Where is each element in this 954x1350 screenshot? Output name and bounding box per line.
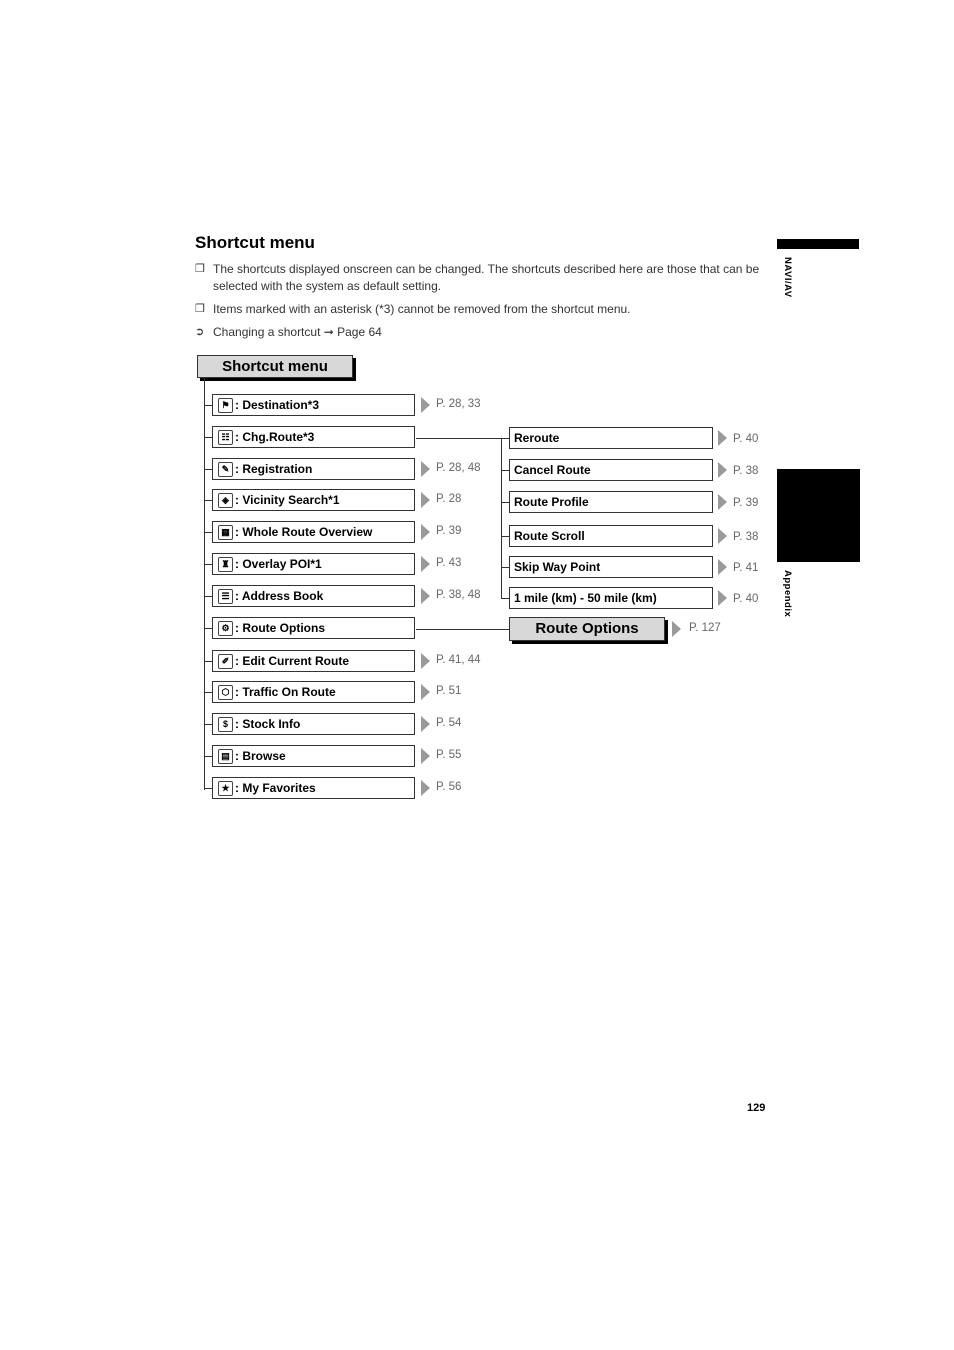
page-ref-arrow-icon (421, 780, 430, 796)
page-number: 129 (747, 1102, 766, 1114)
navi-av-tab-label: NAVI/AV (782, 257, 793, 298)
traffic-on-route-icon: ⬡ (218, 685, 233, 700)
page-ref-arrow-icon (421, 653, 430, 669)
submenu-item: Reroute (509, 427, 713, 449)
shortcut-item-page-ref: P. 56 (436, 781, 462, 793)
address-book-icon: ☰ (218, 589, 233, 604)
checkbox-bullet-icon: ❒ (195, 303, 205, 315)
shortcut-item-page-ref: P. 38, 48 (436, 589, 481, 601)
shortcut-item (212, 713, 415, 735)
page-ref-arrow-icon (421, 588, 430, 604)
route-options-icon: ⚙ (218, 621, 233, 636)
whole-route-overview-icon: ▦ (218, 525, 233, 540)
registration-icon: ✎ (218, 462, 233, 477)
submenu-item-page-ref: P. 40 (733, 433, 759, 445)
page-ref-arrow-icon (421, 716, 430, 732)
checkbox-bullet-icon: ❒ (195, 263, 205, 275)
shortcut-item-label: : Registration (235, 462, 313, 476)
route-options-page-ref: P. 127 (689, 622, 721, 634)
shortcut-item-label: : Stock Info (235, 717, 301, 731)
page-ref-arrow-icon (421, 397, 430, 413)
shortcut-item (212, 745, 415, 767)
shortcut-item-label: : Vicinity Search*1 (235, 493, 340, 507)
shortcut-item (212, 394, 415, 416)
page-ref-arrow-icon (718, 559, 727, 575)
chg-route-connector (416, 438, 502, 439)
destination-icon: ⚑ (218, 398, 233, 413)
submenu-item: Skip Way Point (509, 556, 713, 578)
chg-route-icon: ☷ (218, 430, 233, 445)
shortcut-item (212, 650, 415, 672)
shortcut-item-page-ref: P. 28, 48 (436, 462, 481, 474)
submenu-item: 1 mile (km) - 50 mile (km) (509, 587, 713, 609)
shortcut-item (212, 553, 415, 575)
submenu-item: Route Scroll (509, 525, 713, 547)
shortcut-item-page-ref: P. 51 (436, 685, 462, 697)
shortcut-item-label: : Edit Current Route (235, 654, 349, 668)
page-ref-arrow-icon (718, 590, 727, 606)
page-ref-arrow-icon (421, 524, 430, 540)
cross-reference-icon: ➲ (195, 326, 205, 338)
page-ref-arrow-icon (718, 462, 727, 478)
navi-av-tab-bar (777, 239, 859, 249)
note-3 (195, 324, 770, 341)
submenu-item-page-ref: P. 41 (733, 562, 759, 574)
shortcut-item-label: : Address Book (235, 589, 324, 603)
page-ref-arrow-icon (421, 556, 430, 572)
tree-trunk-line (204, 378, 205, 790)
overlay-poi-icon: ♜ (218, 557, 233, 572)
shortcut-item (212, 458, 415, 480)
page-ref-arrow-icon (421, 492, 430, 508)
page-ref-arrow-icon (421, 684, 430, 700)
shortcut-item-page-ref: P. 41, 44 (436, 654, 481, 666)
shortcut-item (212, 681, 415, 703)
route-options-connector (416, 629, 510, 630)
shortcut-item-label: : Route Options (235, 621, 325, 635)
page-ref-arrow-icon (672, 621, 681, 637)
submenu-trunk-line (501, 438, 502, 599)
shortcut-menu-title-box: Shortcut menu (197, 355, 353, 378)
shortcut-item-label: : Destination*3 (235, 398, 320, 412)
edit-current-route-icon: ✐ (218, 654, 233, 669)
shortcut-item (212, 489, 415, 511)
shortcut-item (212, 521, 415, 543)
shortcut-item-page-ref: P. 54 (436, 717, 462, 729)
page-ref-arrow-icon (421, 461, 430, 477)
page-ref-arrow-icon (718, 528, 727, 544)
shortcut-item-page-ref: P. 28, 33 (436, 398, 481, 410)
submenu-item: Route Profile (509, 491, 713, 513)
note-text: Changing a shortcut ➞ Page 64 (213, 325, 382, 339)
my-favorites-icon: ★ (218, 781, 233, 796)
shortcut-item-page-ref: P. 43 (436, 557, 462, 569)
section-title: Shortcut menu (195, 233, 315, 252)
submenu-item-page-ref: P. 39 (733, 497, 759, 509)
appendix-tab-block (777, 469, 860, 562)
shortcut-item (212, 585, 415, 607)
note-1 (195, 261, 770, 295)
shortcut-item-label: : Whole Route Overview (235, 525, 373, 539)
shortcut-item-page-ref: P. 55 (436, 749, 462, 761)
route-options-box: Route Options (509, 617, 665, 641)
note-text: Items marked with an asterisk (*3) cannot be removed from the shortcut menu. (213, 302, 631, 316)
vicinity-search-icon: ◈ (218, 493, 233, 508)
shortcut-item (212, 617, 415, 639)
shortcut-item-label: : Browse (235, 749, 286, 763)
submenu-item-page-ref: P. 40 (733, 593, 759, 605)
page-ref-arrow-icon (718, 494, 727, 510)
stock-info-icon: $ (218, 717, 233, 732)
shortcut-item-label: : My Favorites (235, 781, 316, 795)
shortcut-item (212, 777, 415, 799)
note-2 (195, 301, 770, 318)
page-ref-arrow-icon (718, 430, 727, 446)
page-ref-arrow-icon (421, 748, 430, 764)
submenu-item: Cancel Route (509, 459, 713, 481)
shortcut-item-page-ref: P. 28 (436, 493, 462, 505)
shortcut-item-label: : Chg.Route*3 (235, 430, 315, 444)
shortcut-item (212, 426, 415, 448)
shortcut-item-label: : Traffic On Route (235, 685, 336, 699)
shortcut-item-page-ref: P. 39 (436, 525, 462, 537)
submenu-item-page-ref: P. 38 (733, 531, 759, 543)
submenu-item-page-ref: P. 38 (733, 465, 759, 477)
browse-icon: ▤ (218, 749, 233, 764)
appendix-tab-label: Appendix (782, 570, 793, 618)
shortcut-item-label: : Overlay POI*1 (235, 557, 322, 571)
note-text: The shortcuts displayed onscreen can be changed. The shortcuts described here are those that can be selected with the system as default setting. (213, 262, 760, 293)
